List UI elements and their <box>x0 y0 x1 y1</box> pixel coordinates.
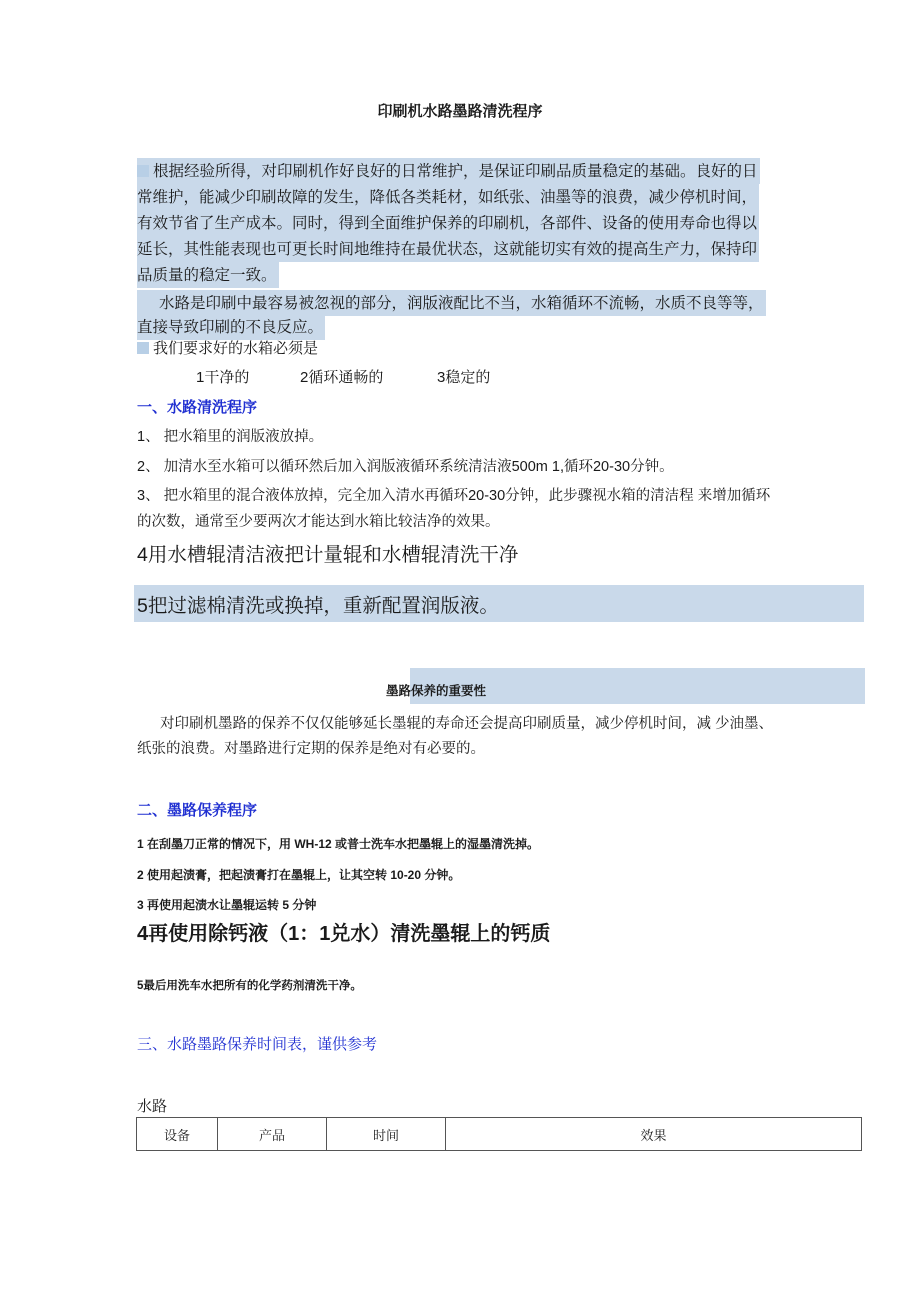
column-header-time: 时间 <box>327 1118 446 1151</box>
ink-importance-heading: 墨路保养的重要性 <box>386 684 487 698</box>
water-step-1: 1、 把水箱里的润版液放掉。 <box>137 429 324 445</box>
ink-step-1: 1 在刮墨刀正常的情况下，用 WH-12 或普士洗车水把墨辊上的湿墨清洗掉。 <box>137 837 540 851</box>
requirement-line: 我们要求好的水箱必须是 <box>137 337 318 358</box>
water-step-3-line-1: 3、 把水箱里的混合液体放掉，完全加入清水再循环20-30分钟，此步骤视水箱的清洁程 来增加循环 <box>137 488 771 504</box>
water-step-4: 4用水槽辊清洁液把计量辊和水槽辊清洗干净 <box>137 544 519 566</box>
intro-line-2: 常维护，能减少印刷故障的发生，降低各类耗材，如纸张、油墨等的浪费，减少停机时间， <box>137 184 759 210</box>
ink-importance-line-2: 纸张的浪费。对墨路进行定期的保养是绝对有必要的。 <box>137 741 485 757</box>
water-step-3-line-2: 的次数，通常至少要两次才能达到水箱比较洁净的效果。 <box>137 514 500 530</box>
ink-step-2: 2 使用起渍膏，把起渍膏打在墨辊上，让其空转 10-20 分钟。 <box>137 868 461 882</box>
water-line-1: 水路是印刷中最容易被忽视的部分，润版液配比不当，水箱循环不流畅，水质不良等等， <box>137 290 766 316</box>
requirement-3: 3稳定的 <box>437 369 491 386</box>
requirement-2: 2循环通畅的 <box>300 369 384 386</box>
ink-step-5: 5最后用洗车水把所有的化学药剂清洗干净。 <box>137 980 362 992</box>
ink-section-heading: 二、墨路保养程序 <box>137 802 258 819</box>
water-step-5: 5把过滤棉清洗或换掉，重新配置润版液。 <box>137 595 499 617</box>
highlight-marker-icon <box>137 342 149 354</box>
table-header-row <box>137 1118 862 1151</box>
column-header-effect: 效果 <box>446 1118 862 1151</box>
ink-step-3: 3 再使用起渍水让墨辊运转 5 分钟 <box>137 898 317 912</box>
page-title: 印刷机水路墨路清洗程序 <box>377 103 543 120</box>
water-section-heading: 一、水路清洗程序 <box>137 399 258 416</box>
column-header-product: 产品 <box>218 1118 327 1151</box>
schedule-table <box>136 1117 862 1151</box>
ink-importance-line-1: 对印刷机墨路的保养不仅仅能够延长墨辊的寿命还会提高印刷质量，减少停机时间，减 少油墨、 <box>160 716 774 732</box>
requirement-1: 1干净的 <box>196 369 250 386</box>
table-caption: 水路 <box>137 1098 168 1115</box>
intro-line-5: 品质量的稳定一致。 <box>137 262 279 288</box>
intro-line-1: 根据经验所得，对印刷机作好良好的日常维护，是保证印刷品质量稳定的基础。良好的日 <box>137 158 760 184</box>
schedule-heading: 三、水路墨路保养时间表，谨供参考 <box>137 1036 378 1053</box>
highlight-marker-icon <box>137 165 149 177</box>
ink-step-4: 4再使用除钙液（1：1兑水）清洗墨辊上的钙质 <box>137 923 551 945</box>
intro-line-4: 延长，其性能表现也可更长时间地维持在最优状态，这就能切实有效的提高生产力，保持印 <box>137 236 759 262</box>
water-step-2: 2、 加清水至水箱可以循环然后加入润版液循环系统清洁液500m 1,循环20-30分钟。 <box>137 459 674 475</box>
water-line-2: 直接导致印刷的不良反应。 <box>137 314 325 340</box>
column-header-device: 设备 <box>137 1118 218 1151</box>
intro-line-3: 有效节省了生产成本。同时，得到全面维护保养的印刷机，各部件、设备的使用寿命也得以 <box>137 210 759 236</box>
